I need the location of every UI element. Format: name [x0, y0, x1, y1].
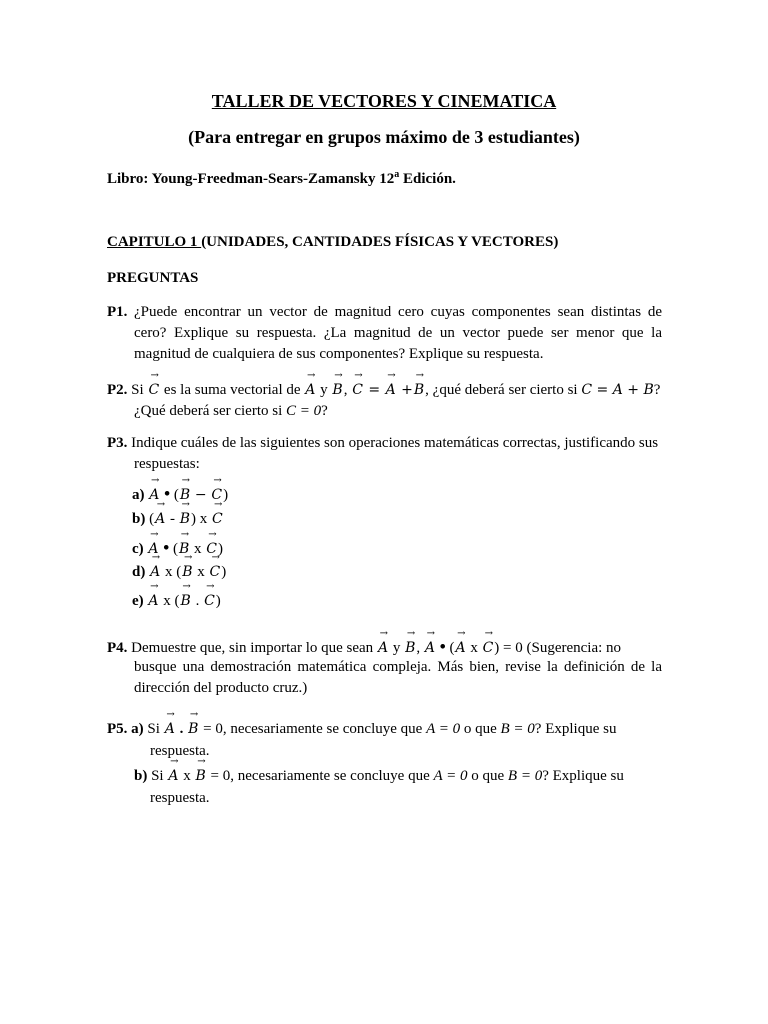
vector-a-symbol: → A: [385, 380, 397, 401]
p2-line1: P2. Si → C es la suma vectorial de → A y → B, → C = → A +→ B, ¿qué deberá ser cierto si C = A + B?: [107, 380, 660, 401]
p2-equation-1: C = A + B: [581, 382, 654, 398]
section-heading: PREGUNTAS: [107, 270, 199, 286]
p3-item-c: c) → A • (→ B x → C): [132, 537, 223, 560]
p3-item-a: a) → A • (→ B − → C): [132, 483, 228, 506]
p4-line1: P4. Demuestre que, sin importar lo que sean → A y → B, → A • (→ A x → C) = 0 (Sugerencia: no: [107, 636, 621, 659]
p4-line2: busque una demostración matemática compleja. Más bien, revise la definición de la: [134, 659, 662, 675]
title-text: TALLER DE VECTORES Y CINEMATICA: [211, 91, 557, 111]
p2-equation-2: C = 0: [286, 403, 322, 419]
book-edition: Edición.: [399, 171, 456, 187]
p2-line2: ¿Qué deberá ser cierto si C = 0?: [134, 403, 328, 419]
vector-b-symbol: → B: [331, 380, 343, 401]
book-label: Libro: Young-Freedman-Sears-Zamansky 12: [107, 171, 395, 187]
p3-line1: P3. Indique cuáles de las siguientes son operaciones matemáticas correctas, justificando sus: [107, 435, 659, 451]
p5-a-line2: respuesta.: [150, 743, 210, 759]
vector-c-symbol: → C: [147, 380, 160, 401]
chapter-title: (UNIDADES, CANTIDADES FÍSICAS Y VECTORES): [201, 234, 559, 250]
p1-line3: magnitud de cualquiera de sus componentes? Explique su respuesta.: [134, 346, 544, 362]
vector-a-symbol: → A: [304, 380, 316, 401]
p5-b-line1: b) Si → A x → B = 0, necesariamente se concluye que A = 0 o que B = 0? Explique su: [134, 766, 624, 787]
vector-b-symbol: → B: [413, 380, 425, 401]
p4-line3: dirección del producto cruz.): [134, 680, 308, 696]
p3-item-d: d) → A x (→ B x → C): [132, 562, 226, 583]
chapter-label: CAPITULO 1: [107, 234, 202, 250]
book-reference: [107, 164, 456, 190]
p3-item-b: b) (→ A - → B) x → C: [132, 509, 224, 530]
p5-b-line2: respuesta.: [150, 790, 210, 806]
document-title: [0, 91, 768, 112]
p1-line2: cero? Explique su respuesta. ¿La magnitud de un vector puede ser menor que la: [134, 325, 662, 341]
p3-item-e: e) → A x (→ B . → C): [132, 591, 221, 612]
p5-a-line1: P5. a) Si → A . → B = 0, necesariamente se concluye que A = 0 o que B = 0? Explique su: [107, 719, 616, 740]
book-superscript: a: [394, 169, 400, 180]
p1-num: P1.: [107, 304, 128, 320]
p1-line1: ¿Puede encontrar un vector de magnitud cero cuyas componentes sean distintas de: [134, 304, 662, 320]
vector-c-symbol: → C: [351, 380, 364, 401]
p3-line2: respuestas:: [134, 456, 200, 472]
document-subtitle: (Para entregar en grupos máximo de 3 estudiantes): [188, 127, 580, 147]
chapter-heading: [107, 232, 558, 253]
